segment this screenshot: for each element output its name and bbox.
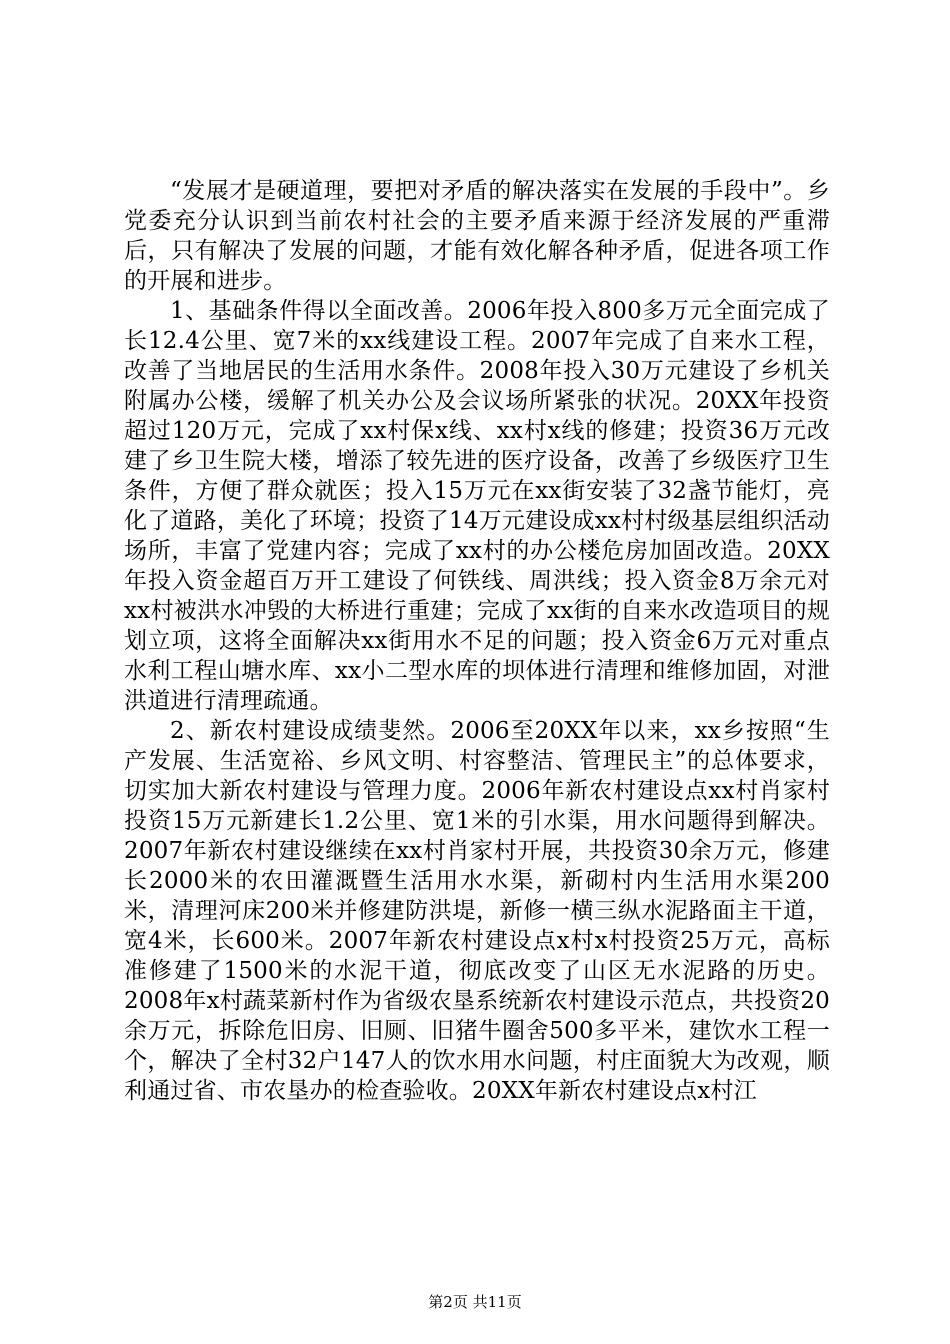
document-body <box>124 176 830 1106</box>
page-total: 共11页 <box>472 1293 522 1311</box>
paragraph-infrastructure: 1、基础条件得以全面改善。2006年投入800多万元全面完成了长12.4公里、宽7米的xx线建设工程。2007年完成了自来水工程，改善了当地居民的生活用水条件。2008年投入30万元建设了乡机关附属办公楼，缓解了机关办公及会议场所紧张的状况。20XX年投资超过120万元，完成了xx村保x线、xx村x线的修建；投资36万元改建了乡卫生院大楼，增添了较先进的医疗设备，改善了乡级医疗卫生条件，方便了群众就医；投入15万元在xx街安装了32盏节能灯，亮化了道路，美化了环境；投资了14万元建设成xx村村级基层组织活动场所，丰富了党建内容；完成了xx村的办公楼危房加固改造。20XX年投入资金超百万开工建设了何铁线、周洪线；投入资金8万余元对xx村被洪水冲毁的大桥进行重建；完成了xx街的自来水改造项目的规划立项，这将全面解决xx街用水不足的问题；投入资金6万元对重点水利工程山塘水库、xx小二型水库的坝体进行清理和维修加固，对泄洪道进行清理疏通。 <box>124 298 830 714</box>
page-footer <box>0 1292 950 1312</box>
paragraph-intro: “发展才是硬道理，要把对矛盾的解决落实在发展的手段中”。乡党委充分认识到当前农村社会的主要矛盾来源于经济发展的严重滞后，只有解决了发展的问题，才能有效化解各种矛盾，促进各项工作的开展和进步。 <box>124 178 830 294</box>
page-number: 第2页 <box>428 1293 468 1311</box>
paragraph-new-rural-construction: 2、新农村建设成绩斐然。2006至20XX年以来，xx乡按照“生产发展、生活宽裕、乡风文明、村容整洁、管理民主”的总体要求，切实加大新农村建设与管理力度。2006年新农村建设点xx村肖家村投资15万元新建长1.2公里、宽1米的引水渠，用水问题得到解决。2007年新农村建设继续在xx村肖家村开展，共投资30余万元，修建长2000米的农田灌溉暨生活用水水渠，新砌村内生活用水渠200米，清理河床200米并修建防洪堤，新修一横三纵水泥路面主干道，宽4米，长600米。2007年新农村建设点x村x村投资25万元，高标准修建了1500米的水泥干道，彻底改变了山区无水泥路的历史。2008年x村蔬菜新村作为省级农垦系统新农村建设示范点，共投资20余万元，拆除危旧房、旧厕、旧猪牛圈舍500多平米，建饮水工程一个，解决了全村32户147人的饮水用水问题，村庄面貌大为改观，顺利通过省、市农垦办的检查验收。20XX年新农村建设点x村江 <box>124 718 830 1104</box>
